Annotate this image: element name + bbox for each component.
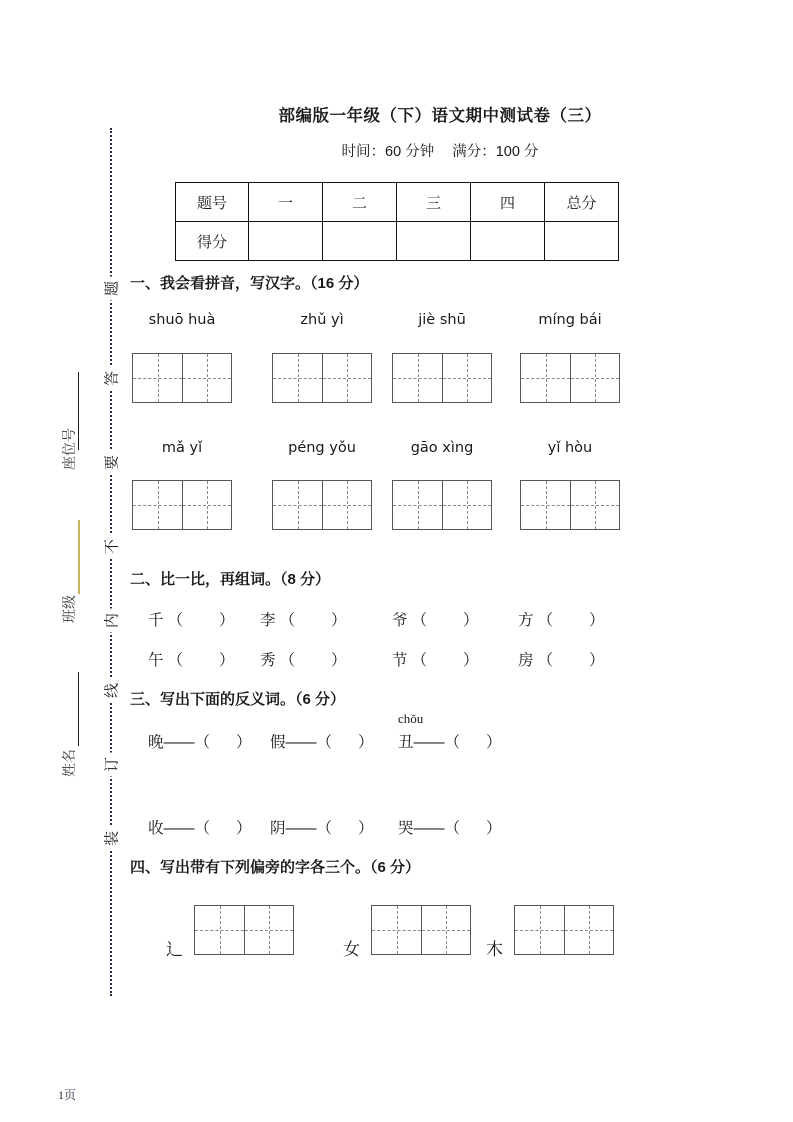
antonym-word: 收	[148, 820, 164, 837]
seal-char-2: 要	[102, 451, 123, 475]
tianzige-2-2[interactable]	[272, 480, 372, 530]
class-rule	[78, 520, 80, 594]
seal-char-6: 订	[102, 753, 123, 777]
table-row-header	[176, 183, 619, 222]
compare-char: 爷	[392, 612, 408, 629]
tianzige-cell[interactable]	[442, 481, 491, 529]
table-header-total: 总分	[545, 183, 619, 222]
pinyin-1-3: jiè shū	[418, 312, 466, 328]
score-cell-total[interactable]	[545, 222, 619, 261]
section-3-heading: 三、写出下面的反义词。（6 分）	[130, 691, 346, 708]
antonym-top-2[interactable]: 假——（ ）	[270, 734, 374, 751]
tianzige-cell[interactable]	[442, 354, 491, 402]
exam-meta	[130, 140, 750, 161]
score-cell-q2[interactable]	[323, 222, 397, 261]
antonym-bottom-1[interactable]: 收——（ ）	[148, 820, 252, 837]
tianzige-cell[interactable]	[322, 354, 371, 402]
tianzige-cell[interactable]	[182, 481, 231, 529]
exam-total-score: 满分：100 分	[452, 144, 539, 160]
exam-paper	[130, 0, 793, 1122]
antonym-top-1[interactable]: 晚——（ ）	[148, 734, 252, 751]
tianzige-cell[interactable]	[244, 906, 293, 954]
compare-word-top-4[interactable]: 方 （ ）	[518, 612, 605, 629]
seal-char-3: 不	[102, 535, 123, 559]
antonym-word: 假	[270, 734, 286, 751]
compare-char: 房	[518, 652, 534, 669]
tianzige-cell[interactable]	[393, 481, 442, 529]
compare-char: 李	[260, 612, 276, 629]
tianzige-2-3[interactable]	[392, 480, 492, 530]
compare-word-bottom-1[interactable]: 午 （ ）	[148, 652, 235, 669]
section-1-pinyin-row-1	[130, 312, 770, 336]
seal-char-4: 内	[102, 609, 123, 633]
tianzige-cell[interactable]	[421, 906, 470, 954]
table-header-q1: 一	[249, 183, 323, 222]
seal-char-5: 线	[102, 679, 123, 703]
antonym-word: 哭	[398, 820, 414, 837]
pinyin-2-1: mǎ yǐ	[161, 440, 203, 456]
compare-word-bottom-3[interactable]: 节 （ ）	[392, 652, 479, 669]
pinyin-2-2: péng yǒu	[288, 440, 356, 456]
table-header-q4: 四	[471, 183, 545, 222]
compare-word-top-1[interactable]: 千 （ ）	[148, 612, 235, 629]
tianzige-cell[interactable]	[564, 906, 613, 954]
section-3-row-bottom	[130, 816, 770, 842]
tianzige-1-3[interactable]	[392, 353, 492, 403]
antonym-bottom-3[interactable]: 哭——（ ）	[398, 820, 502, 837]
seal-char-7: 装	[102, 827, 123, 851]
antonym-top-3[interactable]: chǒu 丑——（ ）	[398, 711, 502, 751]
tianzige-1-2[interactable]	[272, 353, 372, 403]
class-label: 班级	[61, 595, 77, 623]
compare-char: 午	[148, 652, 164, 669]
section-4-heading: 四、写出带有下列偏旁的字各三个。（6 分）	[130, 859, 421, 876]
radical-char-2: 女	[343, 940, 360, 959]
section-3-row-top	[130, 711, 770, 756]
compare-char: 节	[392, 652, 408, 669]
sealing-dotted-line	[110, 128, 112, 996]
tianzige-cell[interactable]	[182, 354, 231, 402]
tianzige-radical-1[interactable]	[194, 905, 294, 955]
seal-char-0: 题	[102, 277, 123, 301]
pinyin-2-3: gāo xìng	[410, 440, 474, 456]
compare-char: 秀	[260, 652, 276, 669]
section-4-radical-row	[130, 902, 770, 958]
table-score-label: 得分	[176, 222, 249, 261]
section-1-grid-row-1	[130, 353, 770, 403]
name-rule	[78, 672, 79, 746]
tianzige-cell[interactable]	[393, 354, 442, 402]
tianzige-1-4[interactable]	[520, 353, 620, 403]
exam-duration: 时间：60 分钟	[341, 144, 435, 160]
radical-char-1: 辶	[166, 940, 183, 959]
antonym-word: 丑	[398, 734, 414, 751]
compare-char: 千	[148, 612, 164, 629]
compare-word-bottom-2[interactable]: 秀 （ ）	[260, 652, 347, 669]
pinyin-2-4: yǐ hòu	[547, 440, 593, 456]
antonym-word: 阴	[270, 820, 286, 837]
tianzige-cell[interactable]	[133, 481, 182, 529]
antonym-bottom-2[interactable]: 阴——（ ）	[270, 820, 374, 837]
pinyin-1-4: míng bái	[538, 312, 602, 328]
score-cell-q3[interactable]	[397, 222, 471, 261]
section-1-pinyin-row-2	[130, 440, 770, 464]
antonym-word: 晚	[148, 734, 164, 751]
seat-number-label: 座位号	[61, 428, 77, 470]
section-2-row-top	[130, 608, 770, 634]
section-1-grid-row-2	[130, 480, 770, 530]
table-header-q2: 二	[323, 183, 397, 222]
compare-word-bottom-4[interactable]: 房 （ ）	[518, 652, 605, 669]
tianzige-cell[interactable]	[273, 481, 322, 529]
radical-group-3	[486, 902, 626, 958]
score-cell-q4[interactable]	[471, 222, 545, 261]
radical-char-3: 木	[486, 940, 503, 959]
table-row-score	[176, 222, 619, 261]
tianzige-cell[interactable]	[521, 481, 570, 529]
tianzige-radical-2[interactable]	[371, 905, 471, 955]
name-label: 姓名	[61, 749, 77, 777]
score-cell-q1[interactable]	[249, 222, 323, 261]
radical-group-2	[343, 902, 483, 958]
tianzige-2-4[interactable]	[520, 480, 620, 530]
table-header-label: 题号	[176, 183, 249, 222]
tianzige-cell[interactable]	[195, 906, 244, 954]
tianzige-cell[interactable]	[570, 481, 619, 529]
seal-char-1: 答	[102, 367, 123, 391]
antonym-pinyin: chǒu	[398, 711, 424, 726]
tianzige-1-1[interactable]	[132, 353, 232, 403]
page-number: 1页	[58, 1088, 77, 1102]
tianzige-cell[interactable]	[273, 354, 322, 402]
tianzige-cell[interactable]	[133, 354, 182, 402]
pinyin-1-2: zhǔ yì	[300, 312, 344, 328]
tianzige-cell[interactable]	[521, 354, 570, 402]
score-table	[175, 182, 619, 261]
section-1-heading: 一、我会看拼音，写汉字。（16 分）	[130, 275, 369, 292]
section-2-row-bottom	[130, 648, 770, 674]
tianzige-cell[interactable]	[570, 354, 619, 402]
tianzige-cell[interactable]	[322, 481, 371, 529]
tianzige-radical-3[interactable]	[514, 905, 614, 955]
radical-group-1	[166, 902, 306, 958]
sealing-line-area	[0, 0, 130, 1122]
pinyin-1-1: shuō huà	[148, 312, 216, 328]
compare-char: 方	[518, 612, 534, 629]
table-header-q3: 三	[397, 183, 471, 222]
page-title: 部编版一年级（下）语文期中测试卷（三）	[278, 107, 602, 125]
tianzige-2-1[interactable]	[132, 480, 232, 530]
section-2-heading: 二、比一比，再组词。（8 分）	[130, 571, 331, 588]
seat-number-rule	[78, 372, 79, 450]
compare-word-top-3[interactable]: 爷 （ ）	[392, 612, 479, 629]
compare-word-top-2[interactable]: 李 （ ）	[260, 612, 347, 629]
tianzige-cell[interactable]	[372, 906, 421, 954]
tianzige-cell[interactable]	[515, 906, 564, 954]
